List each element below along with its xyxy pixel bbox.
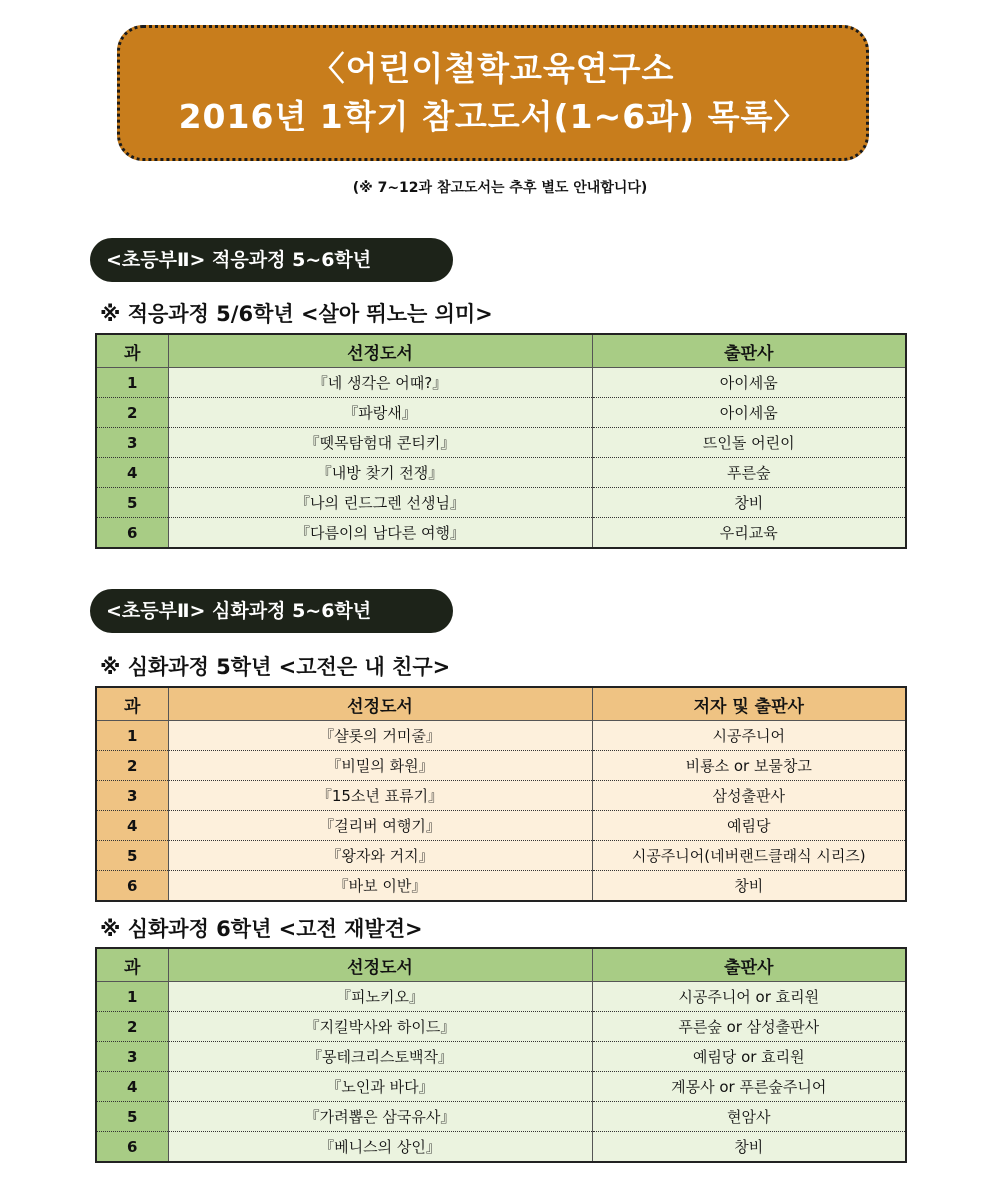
book-title: 『왕자와 거지』 — [168, 841, 592, 871]
table-row — [96, 721, 906, 751]
section-pill-adaptation: <초등부Ⅱ> 적응과정 5~6학년 — [90, 238, 453, 282]
lesson-number: 6 — [96, 1132, 168, 1163]
table-row — [96, 751, 906, 781]
book-title: 『가려뽑은 삼국유사』 — [168, 1102, 592, 1132]
book-title: 『파랑새』 — [168, 398, 592, 428]
publisher: 창비 — [592, 871, 906, 902]
col-header-book: 선정도서 — [168, 687, 592, 721]
book-title: 『지킬박사와 하이드』 — [168, 1012, 592, 1042]
table-row — [96, 1012, 906, 1042]
book-title: 『네 생각은 어때?』 — [168, 368, 592, 398]
subhead-adaptation: ※ 적응과정 5/6학년 <살아 뛰노는 의미> — [100, 302, 493, 326]
col-header-book: 선정도서 — [168, 948, 592, 982]
table-row — [96, 1072, 906, 1102]
section-pill-advanced: <초등부Ⅱ> 심화과정 5~6학년 — [90, 589, 453, 633]
col-header-book: 선정도서 — [168, 334, 592, 368]
lesson-number: 5 — [96, 841, 168, 871]
col-header-author-publisher: 저자 및 출판사 — [592, 687, 906, 721]
table-row — [96, 398, 906, 428]
lesson-number: 6 — [96, 518, 168, 549]
book-title: 『피노키오』 — [168, 982, 592, 1012]
publisher: 계몽사 or 푸른숲주니어 — [592, 1072, 906, 1102]
lesson-number: 4 — [96, 458, 168, 488]
publisher: 푸른숲 or 삼성출판사 — [592, 1012, 906, 1042]
lesson-number: 1 — [96, 721, 168, 751]
lesson-number: 2 — [96, 1012, 168, 1042]
lesson-number: 5 — [96, 1102, 168, 1132]
table-row — [96, 368, 906, 398]
lesson-number: 2 — [96, 398, 168, 428]
publisher: 아이세움 — [592, 398, 906, 428]
table-row — [96, 518, 906, 549]
col-header-publisher: 출판사 — [592, 948, 906, 982]
subhead-advanced-grade6: ※ 심화과정 6학년 <고전 재발견> — [100, 917, 423, 941]
publisher: 시공주니어 or 효리원 — [592, 982, 906, 1012]
publisher: 삼성출판사 — [592, 781, 906, 811]
lesson-number: 1 — [96, 368, 168, 398]
lesson-number: 3 — [96, 428, 168, 458]
lesson-number: 3 — [96, 781, 168, 811]
table-row — [96, 811, 906, 841]
book-title: 『다름이의 남다른 여행』 — [168, 518, 592, 549]
publisher: 우리교육 — [592, 518, 906, 549]
book-table-adaptation — [95, 333, 907, 549]
publisher: 아이세움 — [592, 368, 906, 398]
table-row — [96, 841, 906, 871]
book-title: 『나의 린드그렌 선생님』 — [168, 488, 592, 518]
publisher: 창비 — [592, 488, 906, 518]
publisher: 현암사 — [592, 1102, 906, 1132]
table-row — [96, 488, 906, 518]
book-title: 『바보 이반』 — [168, 871, 592, 902]
table-row — [96, 1102, 906, 1132]
table-row — [96, 871, 906, 902]
title-banner — [117, 25, 869, 161]
lesson-number: 2 — [96, 751, 168, 781]
title-line-1: 〈어린이철학교육연구소 — [311, 49, 675, 88]
lesson-number: 6 — [96, 871, 168, 902]
book-table-advanced-grade5 — [95, 686, 907, 902]
book-title: 『샬롯의 거미줄』 — [168, 721, 592, 751]
publisher: 푸른숲 — [592, 458, 906, 488]
book-title: 『노인과 바다』 — [168, 1072, 592, 1102]
col-header-lesson: 과 — [96, 948, 168, 982]
subhead-advanced-grade5: ※ 심화과정 5학년 <고전은 내 친구> — [100, 655, 451, 679]
col-header-lesson: 과 — [96, 334, 168, 368]
book-title: 『15소년 표류기』 — [168, 781, 592, 811]
publisher: 창비 — [592, 1132, 906, 1163]
lesson-number: 1 — [96, 982, 168, 1012]
publisher: 시공주니어(네버랜드클래식 시리즈) — [592, 841, 906, 871]
book-title: 『비밀의 화원』 — [168, 751, 592, 781]
publisher: 뜨인돌 어린이 — [592, 428, 906, 458]
publisher: 비룡소 or 보물창고 — [592, 751, 906, 781]
book-table-advanced-grade6 — [95, 947, 907, 1163]
book-title: 『걸리버 여행기』 — [168, 811, 592, 841]
col-header-publisher: 출판사 — [592, 334, 906, 368]
col-header-lesson: 과 — [96, 687, 168, 721]
book-title: 『몽테크리스토백작』 — [168, 1042, 592, 1072]
title-line-2: 2016년 1학기 참고도서(1~6과) 목록〉 — [178, 97, 808, 136]
publisher: 예림당 — [592, 811, 906, 841]
lesson-number: 5 — [96, 488, 168, 518]
table-row — [96, 428, 906, 458]
book-title: 『베니스의 상인』 — [168, 1132, 592, 1163]
table-row — [96, 1042, 906, 1072]
publisher: 예림당 or 효리원 — [592, 1042, 906, 1072]
table-row — [96, 1132, 906, 1163]
publisher: 시공주니어 — [592, 721, 906, 751]
book-title: 『뗏목탐험대 콘티키』 — [168, 428, 592, 458]
lesson-number: 4 — [96, 1072, 168, 1102]
table-row — [96, 781, 906, 811]
book-title: 『내방 찾기 전쟁』 — [168, 458, 592, 488]
table-row — [96, 982, 906, 1012]
lesson-number: 3 — [96, 1042, 168, 1072]
table-row — [96, 458, 906, 488]
notice-text: (※ 7~12과 참고도서는 추후 별도 안내합니다) — [352, 180, 648, 196]
lesson-number: 4 — [96, 811, 168, 841]
